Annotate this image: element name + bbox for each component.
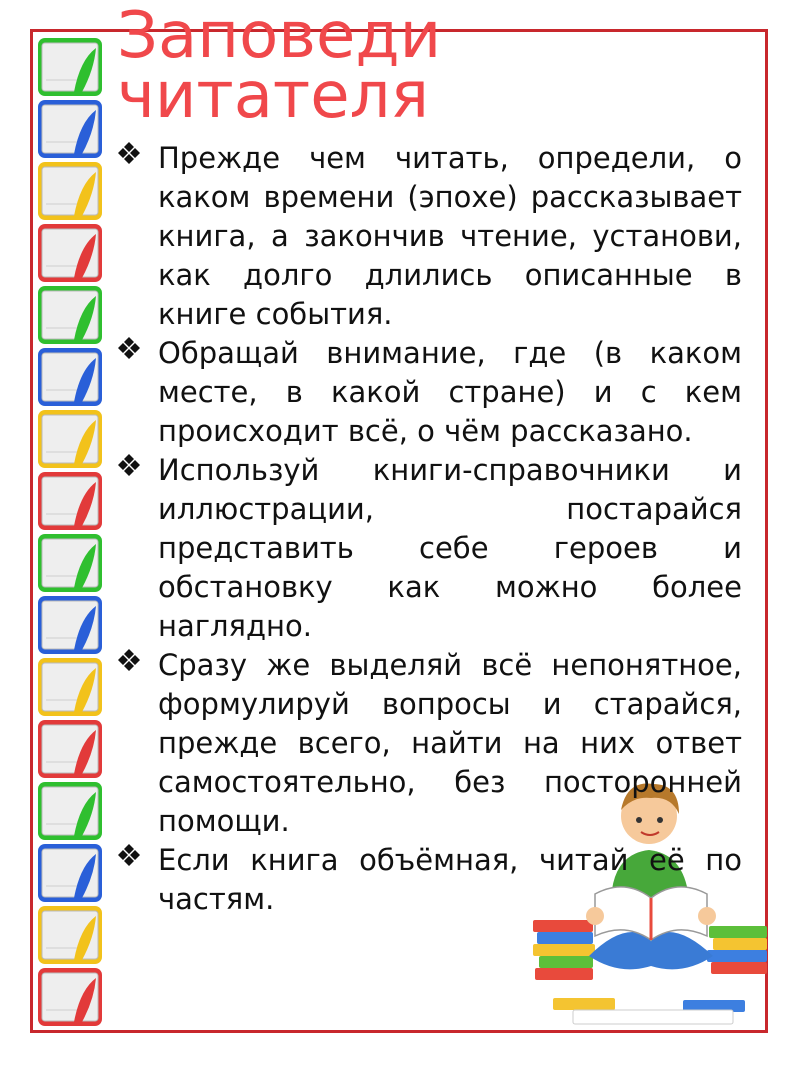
book-spine (38, 596, 102, 654)
diamond-bullet-icon (118, 454, 140, 476)
book-spine (38, 968, 102, 1026)
rule-item (118, 841, 742, 919)
book-spine (38, 348, 102, 406)
book-spines-border (36, 36, 106, 1031)
diamond-bullet-icon (118, 844, 140, 866)
rule-text: Если книга объёмная, читай её по частям. (158, 843, 742, 916)
rule-item (118, 334, 742, 451)
book-spine (38, 906, 102, 964)
book-spine (38, 410, 102, 468)
page-title: Заповеди читателя (117, 0, 442, 133)
book-spine (38, 162, 102, 220)
rules-list (118, 139, 742, 919)
book-spine (38, 38, 102, 96)
rule-text: Прежде чем читать, определи, о каком времени (эпохе) рассказывает книга, а закончив чтение, установи, как долго длились описанные в книге события. (158, 141, 742, 331)
book-spine (38, 782, 102, 840)
book-spine (38, 286, 102, 344)
book-spine (38, 224, 102, 282)
book-spine (38, 100, 102, 158)
book-spine (38, 534, 102, 592)
diamond-bullet-icon (118, 337, 140, 359)
rule-item (118, 646, 742, 841)
book-spine (38, 720, 102, 778)
diamond-bullet-icon (118, 649, 140, 671)
rule-item (118, 139, 742, 334)
diamond-bullet-icon (118, 142, 140, 164)
rule-text: Используй книги-справочники и иллюстрации, постарайся представить себе героев и обстановку как можно более наглядно. (158, 453, 742, 643)
rule-text: Обращай внимание, где (в каком месте, в какой стране) и с кем происходит всё, о чём рассказано. (158, 336, 742, 448)
book-spine (38, 472, 102, 530)
rule-item (118, 451, 742, 646)
rule-text: Сразу же выделяй всё непонятное, формулируй вопросы и старайся, прежде всего, найти на них ответ самостоятельно, без посторонней помощи. (158, 648, 742, 838)
book-spine (38, 844, 102, 902)
book-spine (38, 658, 102, 716)
